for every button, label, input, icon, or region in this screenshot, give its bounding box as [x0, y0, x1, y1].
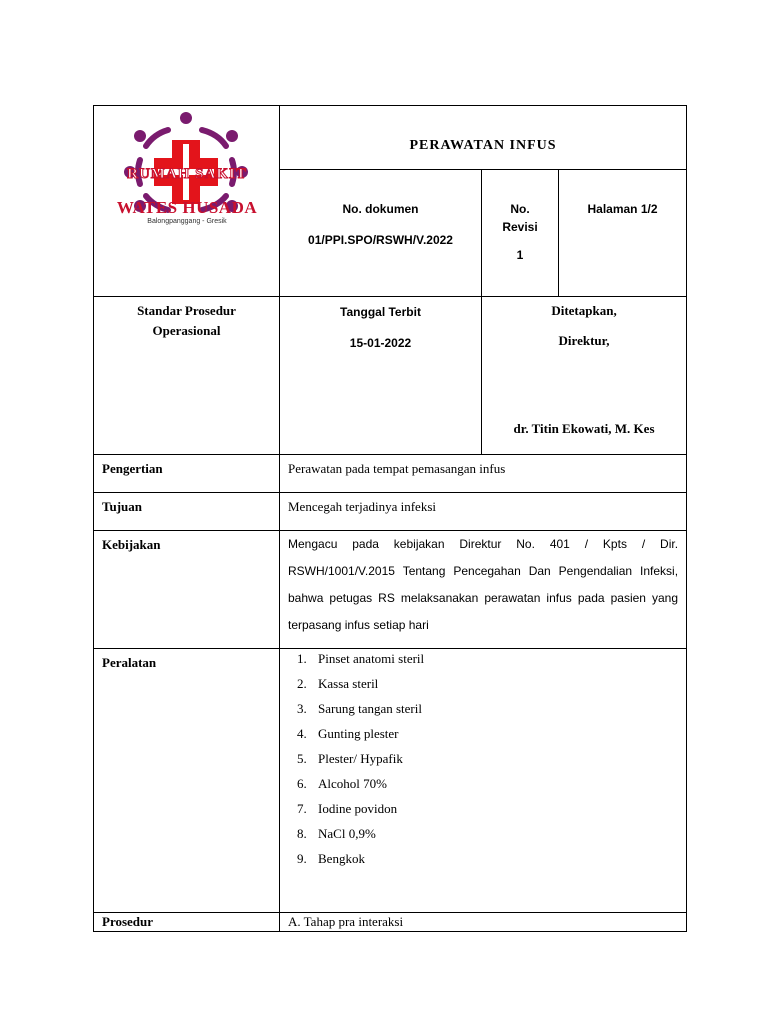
list-item: 3. Sarung tangan steril: [310, 700, 686, 725]
revision-number: 1: [516, 248, 524, 262]
list-item: 2. Kassa steril: [310, 675, 686, 700]
list-item: 1. Pinset anatomi steril: [310, 650, 686, 675]
equipment-list: [280, 650, 686, 875]
approval-position: Direktur,: [558, 333, 610, 348]
list-item: 8. NaCl 0,9%: [310, 825, 686, 850]
approval-cell: [482, 297, 687, 455]
sop-type-cell: [94, 297, 280, 455]
list-item: 6. Alcohol 70%: [310, 775, 686, 800]
sop-type-line1: Standar Prosedur: [137, 303, 236, 318]
list-item: 9. Bengkok: [310, 850, 686, 875]
revision-label-1: No.: [510, 202, 530, 216]
issue-date-value: 15-01-2022: [349, 336, 412, 350]
pengertian-value: Perawatan pada tempat pemasangan infus: [280, 455, 687, 493]
issue-date-cell: [280, 297, 482, 455]
sop-type-line2: Operasional: [152, 323, 221, 338]
list-item: 7. Iodine povidon: [310, 800, 686, 825]
kebijakan-label: Kebijakan: [94, 531, 280, 649]
logo-text-line1: RUMAH SAKIT: [127, 166, 247, 182]
prosedur-label: Prosedur: [94, 913, 280, 932]
revision-cell: [482, 170, 559, 297]
issue-date-label: Tanggal Terbit: [340, 305, 421, 319]
document-number-cell: [280, 170, 482, 297]
pengertian-label: Pengertian: [94, 455, 280, 493]
approval-set-by: Ditetapkan,: [551, 303, 617, 318]
hospital-logo-cell: [94, 106, 280, 297]
page-number: Halaman 1/2: [587, 202, 658, 216]
logo-text-line3: Balongpanggang - Gresik: [147, 218, 227, 225]
tujuan-label: Tujuan: [94, 493, 280, 531]
peralatan-cell: [280, 649, 687, 913]
peralatan-label: Peralatan: [94, 649, 280, 913]
sop-document: [93, 105, 686, 932]
page-number-cell: [559, 170, 687, 297]
tujuan-value: Mencegah terjadinya infeksi: [280, 493, 687, 531]
sop-table: [93, 105, 687, 932]
kebijakan-value: Mengacu pada kebijakan Direktur No. 401 / Kpts / Dir. RSWH/1001/V.2015 Tentang Pencegahan Dan Pengendalian Infeksi, bahwa petugas RS melaksanakan perawatan infus pada pasien yang terpasang infus setiap hari: [280, 531, 687, 649]
hospital-logo: [94, 106, 279, 296]
document-number-label: No. dokumen: [342, 202, 419, 216]
logo-text-line2: WATES HUSADA: [116, 198, 258, 217]
prosedur-value: A. Tahap pra interaksi: [280, 913, 687, 932]
approval-signatory: dr. Titin Ekowati, M. Kes: [513, 421, 655, 436]
document-number-value: 01/PPI.SPO/RSWH/V.2022: [308, 233, 453, 247]
revision-label-2: Revisi: [502, 220, 538, 234]
list-item: 4. Gunting plester: [310, 725, 686, 750]
document-title: PERAWATAN INFUS: [280, 106, 687, 170]
list-item: 5. Plester/ Hypafik: [310, 750, 686, 775]
